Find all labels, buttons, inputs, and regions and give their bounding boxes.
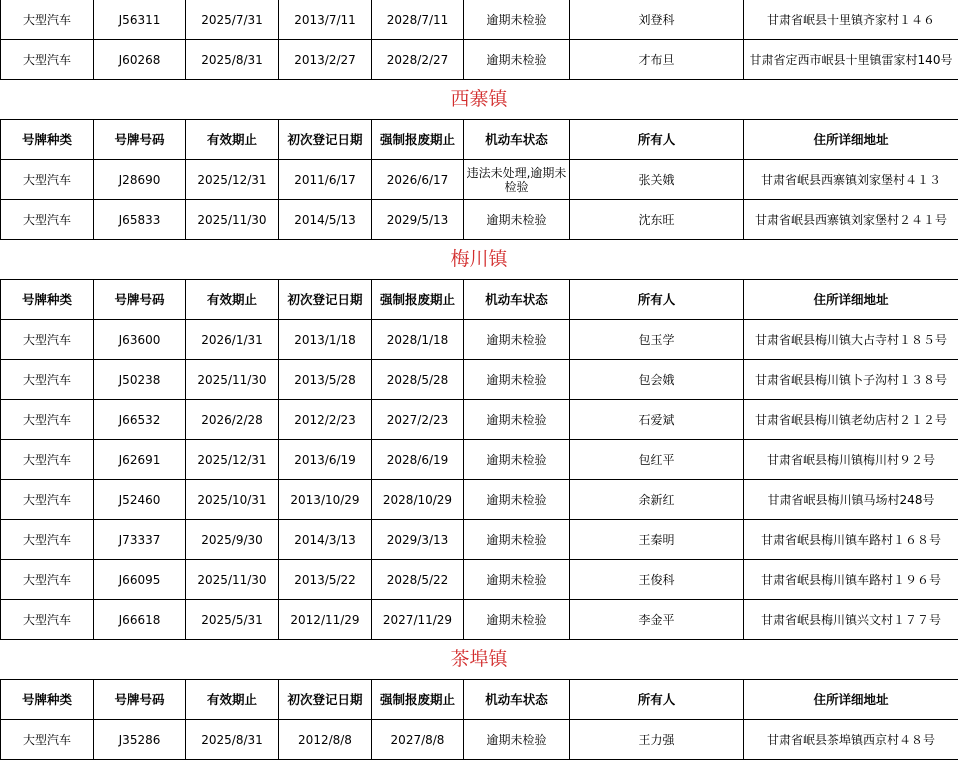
cell-scrap-deadline: 2029/5/13 (372, 200, 464, 240)
table-header-row (1, 280, 958, 320)
table-header-row (1, 680, 958, 720)
column-header-plate-type: 号牌种类 (1, 280, 94, 320)
vehicle-table (0, 0, 958, 80)
cell-owner: 包红平 (570, 440, 744, 480)
cell-scrap-deadline: 2028/1/18 (372, 320, 464, 360)
vehicle-table (0, 679, 958, 760)
cell-valid-until: 2025/9/30 (186, 520, 279, 560)
town-heading: 梅川镇 (0, 239, 958, 279)
table-row (1, 480, 958, 520)
cell-address: 甘肃省岷县茶埠镇西京村４８号 (744, 720, 958, 760)
cell-owner: 沈东旺 (570, 200, 744, 240)
cell-owner: 王俊科 (570, 560, 744, 600)
cell-valid-until: 2026/2/28 (186, 400, 279, 440)
town-heading: 茶埠镇 (0, 639, 958, 679)
table-row (1, 440, 958, 480)
cell-plate-type: 大型汽车 (1, 40, 94, 80)
cell-valid-until: 2025/11/30 (186, 200, 279, 240)
cell-plate-type: 大型汽车 (1, 560, 94, 600)
table-header-row (1, 120, 958, 160)
cell-owner: 王力强 (570, 720, 744, 760)
cell-first-registration: 2013/7/11 (279, 0, 372, 40)
cell-vehicle-status: 逾期未检验 (464, 560, 570, 600)
cell-plate-number: J66095 (94, 560, 186, 600)
cell-first-registration: 2012/11/29 (279, 600, 372, 640)
cell-plate-type: 大型汽车 (1, 160, 94, 200)
column-header-plate-number: 号牌号码 (94, 280, 186, 320)
column-header-plate-number: 号牌号码 (94, 680, 186, 720)
column-header-plate-type: 号牌种类 (1, 680, 94, 720)
cell-plate-number: J73337 (94, 520, 186, 560)
cell-address: 甘肃省岷县十里镇齐家村１４６ (744, 0, 958, 40)
table-row (1, 600, 958, 640)
cell-plate-number: J56311 (94, 0, 186, 40)
table-row (1, 720, 958, 760)
cell-plate-type: 大型汽车 (1, 0, 94, 40)
cell-vehicle-status: 逾期未检验 (464, 400, 570, 440)
cell-scrap-deadline: 2028/10/29 (372, 480, 464, 520)
cell-plate-type: 大型汽车 (1, 720, 94, 760)
cell-scrap-deadline: 2027/8/8 (372, 720, 464, 760)
cell-first-registration: 2012/8/8 (279, 720, 372, 760)
column-header-vehicle-status: 机动车状态 (464, 120, 570, 160)
column-header-address: 住所详细地址 (744, 680, 958, 720)
cell-scrap-deadline: 2028/5/22 (372, 560, 464, 600)
cell-owner: 才布旦 (570, 40, 744, 80)
cell-address: 甘肃省岷县梅川镇大占寺村１８５号 (744, 320, 958, 360)
cell-address: 甘肃省岷县梅川镇老幼店村２１２号 (744, 400, 958, 440)
cell-plate-type: 大型汽车 (1, 520, 94, 560)
column-header-address: 住所详细地址 (744, 280, 958, 320)
cell-plate-number: J66532 (94, 400, 186, 440)
cell-scrap-deadline: 2027/11/29 (372, 600, 464, 640)
table-row (1, 160, 958, 200)
cell-owner: 李金平 (570, 600, 744, 640)
cell-scrap-deadline: 2028/2/27 (372, 40, 464, 80)
column-header-first-registration: 初次登记日期 (279, 120, 372, 160)
cell-owner: 刘登科 (570, 0, 744, 40)
cell-scrap-deadline: 2027/2/23 (372, 400, 464, 440)
cell-vehicle-status: 逾期未检验 (464, 600, 570, 640)
cell-first-registration: 2011/6/17 (279, 160, 372, 200)
column-header-plate-number: 号牌号码 (94, 120, 186, 160)
cell-scrap-deadline: 2029/3/13 (372, 520, 464, 560)
cell-plate-type: 大型汽车 (1, 360, 94, 400)
column-header-vehicle-status: 机动车状态 (464, 680, 570, 720)
cell-plate-type: 大型汽车 (1, 400, 94, 440)
cell-vehicle-status: 逾期未检验 (464, 0, 570, 40)
cell-plate-number: J52460 (94, 480, 186, 520)
vehicle-table (0, 119, 958, 240)
cell-address: 甘肃省定西市岷县十里镇雷家村140号 (744, 40, 958, 80)
cell-valid-until: 2025/12/31 (186, 160, 279, 200)
cell-plate-type: 大型汽车 (1, 200, 94, 240)
cell-scrap-deadline: 2028/6/19 (372, 440, 464, 480)
cell-address: 甘肃省岷县梅川镇马场村248号 (744, 480, 958, 520)
cell-first-registration: 2013/2/27 (279, 40, 372, 80)
column-header-scrap-deadline: 强制报废期止 (372, 680, 464, 720)
cell-scrap-deadline: 2028/7/11 (372, 0, 464, 40)
cell-plate-number: J50238 (94, 360, 186, 400)
cell-plate-type: 大型汽车 (1, 600, 94, 640)
table-row (1, 320, 958, 360)
cell-plate-number: J65833 (94, 200, 186, 240)
cell-valid-until: 2026/1/31 (186, 320, 279, 360)
cell-plate-type: 大型汽车 (1, 480, 94, 520)
column-header-valid-until: 有效期止 (186, 680, 279, 720)
cell-vehicle-status: 逾期未检验 (464, 480, 570, 520)
column-header-valid-until: 有效期止 (186, 120, 279, 160)
cell-vehicle-status: 逾期未检验 (464, 720, 570, 760)
cell-valid-until: 2025/5/31 (186, 600, 279, 640)
cell-address: 甘肃省岷县西寨镇刘家堡村２４１号 (744, 200, 958, 240)
cell-vehicle-status: 逾期未检验 (464, 360, 570, 400)
cell-first-registration: 2014/3/13 (279, 520, 372, 560)
cell-vehicle-status: 逾期未检验 (464, 200, 570, 240)
cell-valid-until: 2025/11/30 (186, 560, 279, 600)
cell-address: 甘肃省岷县梅川镇车路村１９６号 (744, 560, 958, 600)
cell-scrap-deadline: 2028/5/28 (372, 360, 464, 400)
cell-vehicle-status: 逾期未检验 (464, 40, 570, 80)
cell-first-registration: 2013/5/28 (279, 360, 372, 400)
column-header-scrap-deadline: 强制报废期止 (372, 280, 464, 320)
cell-owner: 王秦明 (570, 520, 744, 560)
cell-first-registration: 2013/6/19 (279, 440, 372, 480)
table-row (1, 200, 958, 240)
cell-plate-type: 大型汽车 (1, 320, 94, 360)
cell-vehicle-status: 逾期未检验 (464, 320, 570, 360)
cell-valid-until: 2025/8/31 (186, 40, 279, 80)
table-row (1, 0, 958, 40)
cell-valid-until: 2025/12/31 (186, 440, 279, 480)
cell-plate-number: J60268 (94, 40, 186, 80)
cell-address: 甘肃省岷县西寨镇刘家堡村４１３ (744, 160, 958, 200)
table-row (1, 520, 958, 560)
column-header-valid-until: 有效期止 (186, 280, 279, 320)
cell-valid-until: 2025/11/30 (186, 360, 279, 400)
cell-first-registration: 2013/5/22 (279, 560, 372, 600)
table-row (1, 40, 958, 80)
cell-vehicle-status: 逾期未检验 (464, 520, 570, 560)
cell-first-registration: 2012/2/23 (279, 400, 372, 440)
cell-address: 甘肃省岷县梅川镇卜子沟村１３８号 (744, 360, 958, 400)
vehicle-table (0, 279, 958, 640)
column-header-owner: 所有人 (570, 120, 744, 160)
cell-valid-until: 2025/10/31 (186, 480, 279, 520)
cell-owner: 包玉学 (570, 320, 744, 360)
cell-first-registration: 2014/5/13 (279, 200, 372, 240)
cell-plate-number: J63600 (94, 320, 186, 360)
column-header-plate-type: 号牌种类 (1, 120, 94, 160)
cell-address: 甘肃省岷县梅川镇梅川村９２号 (744, 440, 958, 480)
cell-first-registration: 2013/1/18 (279, 320, 372, 360)
cell-plate-number: J66618 (94, 600, 186, 640)
cell-owner: 石爱斌 (570, 400, 744, 440)
cell-plate-number: J35286 (94, 720, 186, 760)
column-header-address: 住所详细地址 (744, 120, 958, 160)
column-header-owner: 所有人 (570, 680, 744, 720)
cell-owner: 张关娥 (570, 160, 744, 200)
cell-owner: 余新红 (570, 480, 744, 520)
table-row (1, 400, 958, 440)
column-header-owner: 所有人 (570, 280, 744, 320)
cell-address: 甘肃省岷县梅川镇车路村１６８号 (744, 520, 958, 560)
column-header-first-registration: 初次登记日期 (279, 680, 372, 720)
table-row (1, 360, 958, 400)
column-header-scrap-deadline: 强制报废期止 (372, 120, 464, 160)
cell-plate-number: J62691 (94, 440, 186, 480)
cell-plate-type: 大型汽车 (1, 440, 94, 480)
column-header-first-registration: 初次登记日期 (279, 280, 372, 320)
cell-vehicle-status: 逾期未检验 (464, 440, 570, 480)
cell-address: 甘肃省岷县梅川镇兴文村１７７号 (744, 600, 958, 640)
cell-first-registration: 2013/10/29 (279, 480, 372, 520)
table-row (1, 560, 958, 600)
column-header-vehicle-status: 机动车状态 (464, 280, 570, 320)
cell-valid-until: 2025/7/31 (186, 0, 279, 40)
cell-valid-until: 2025/8/31 (186, 720, 279, 760)
town-heading: 西寨镇 (0, 79, 958, 119)
cell-vehicle-status: 违法未处理,逾期未检验 (464, 160, 570, 200)
cell-owner: 包会娥 (570, 360, 744, 400)
cell-scrap-deadline: 2026/6/17 (372, 160, 464, 200)
cell-plate-number: J28690 (94, 160, 186, 200)
